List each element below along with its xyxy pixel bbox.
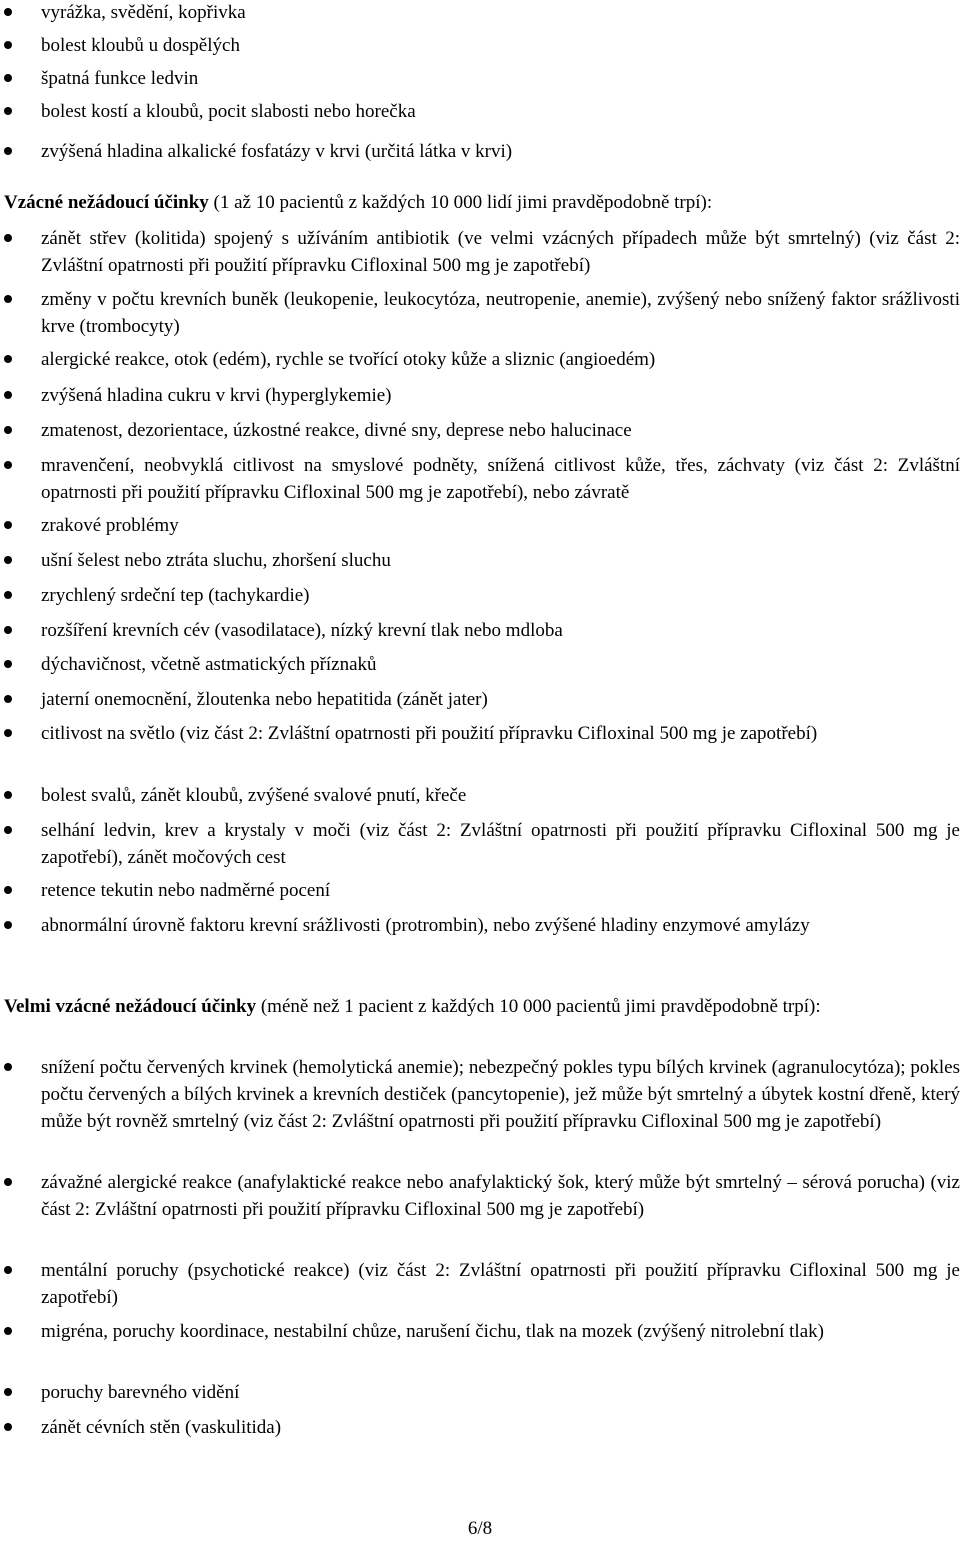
page-number: 6/8 xyxy=(467,1518,493,1539)
list-item: jaterní onemocnění, žloutenka nebo hepatitida (zánět jater) xyxy=(0,686,960,713)
heading-rest: (1 až 10 pacientů z každých 10 000 lidí jimi pravděpodobně trpí): xyxy=(208,192,713,213)
list-item: mentální poruchy (psychotické reakce) (viz část 2: Zvláštní opatrnosti při použití přípravku Cifloxinal 500 mg je zapotřebí) xyxy=(0,1257,960,1311)
list-item: zánět cévních stěn (vaskulitida) xyxy=(0,1414,960,1441)
list-item: abnormální úrovně faktoru krevní srážlivosti (protrombin), nebo zvýšené hladiny enzymové amylázy xyxy=(0,912,960,939)
list-item: zánět střev (kolitida) spojený s užíváním antibiotik (ve velmi vzácných případech může být smrtelný) (viz část 2: Zvláštní opatrnosti při použití přípravku Cifloxinal 500 mg je zapotřebí) xyxy=(0,225,960,279)
list-item: retence tekutin nebo nadměrné pocení xyxy=(0,877,960,904)
list-item: citlivost na světlo (viz část 2: Zvláštní opatrnosti při použití přípravku Cifloxinal 500 mg je zapotřebí) xyxy=(0,720,960,747)
list-item: závažné alergické reakce (anafylaktické reakce nebo anafylaktický šok, který může být smrtelný – sérová porucha) (viz část 2: Zvláštní opatrnosti při použití přípravku Cifloxinal 500 mg je zapotřebí) xyxy=(0,1169,960,1223)
list-item: bolest kloubů u dospělých xyxy=(0,32,960,59)
list-item: mravenčení, neobvyklá citlivost na smyslové podněty, snížená citlivost kůže, třes, záchvaty (viz část 2: Zvláštní opatrnosti při použití přípravku Cifloxinal 500 mg je zapotřebí), nebo závratě xyxy=(0,452,960,506)
list-item: bolest kostí a kloubů, pocit slabosti nebo horečka xyxy=(0,98,960,125)
section-heading-rare xyxy=(4,189,960,216)
list-item: špatná funkce ledvin xyxy=(0,65,960,92)
list-item: snížení počtu červených krvinek (hemolytická anemie); nebezpečný pokles typu bílých krvinek (agranulocytóza); pokles počtu červených a bílých krvinek a krevních destiček (pancytopenie), jež může být smrtelný a úbytek kostní dřeně, který může být rovněž smrtelný (viz část 2: Zvláštní opatrnosti při použití přípravku Cifloxinal 500 mg je zapotřebí) xyxy=(0,1054,960,1135)
heading-bold: Velmi vzácné nežádoucí účinky xyxy=(4,996,257,1017)
list-item: zrakové problémy xyxy=(0,512,960,539)
list-item: selhání ledvin, krev a krystaly v moči (viz část 2: Zvláštní opatrnosti při použití přípravku Cifloxinal 500 mg je zapotřebí), zánět močových cest xyxy=(0,817,960,871)
section-heading-very-rare xyxy=(4,993,960,1020)
heading-bold: Vzácné nežádoucí účinky xyxy=(4,192,209,213)
list-item: poruchy barevného vidění xyxy=(0,1379,960,1406)
list-item: změny v počtu krevních buněk (leukopenie, leukocytóza, neutropenie, anemie), zvýšený nebo snížený faktor srážlivosti krve (trombocyty) xyxy=(0,286,960,340)
list-item: zvýšená hladina alkalické fosfatázy v krvi (určitá látka v krvi) xyxy=(0,138,960,165)
list-item: rozšíření krevních cév (vasodilatace), nízký krevní tlak nebo mdloba xyxy=(0,617,960,644)
list-item: bolest svalů, zánět kloubů, zvýšené svalové pnutí, křeče xyxy=(0,782,960,809)
heading-rest: (méně než 1 pacient z každých 10 000 pacientů jimi pravděpodobně trpí): xyxy=(256,996,821,1017)
list-item: alergické reakce, otok (edém), rychle se tvořící otoky kůže a sliznic (angioedém) xyxy=(0,346,960,373)
list-item: vyrážka, svědění, kopřivka xyxy=(0,0,960,26)
list-item: zrychlený srdeční tep (tachykardie) xyxy=(0,582,960,609)
list-item: zmatenost, dezorientace, úzkostné reakce, divné sny, deprese nebo halucinace xyxy=(0,417,960,444)
list-item: ušní šelest nebo ztráta sluchu, zhoršení sluchu xyxy=(0,547,960,574)
list-item: zvýšená hladina cukru v krvi (hyperglykemie) xyxy=(0,382,960,409)
list-item: dýchavičnost, včetně astmatických příznaků xyxy=(0,651,960,678)
list-item: migréna, poruchy koordinace, nestabilní chůze, narušení čichu, tlak na mozek (zvýšený nitrolební tlak) xyxy=(0,1318,960,1345)
